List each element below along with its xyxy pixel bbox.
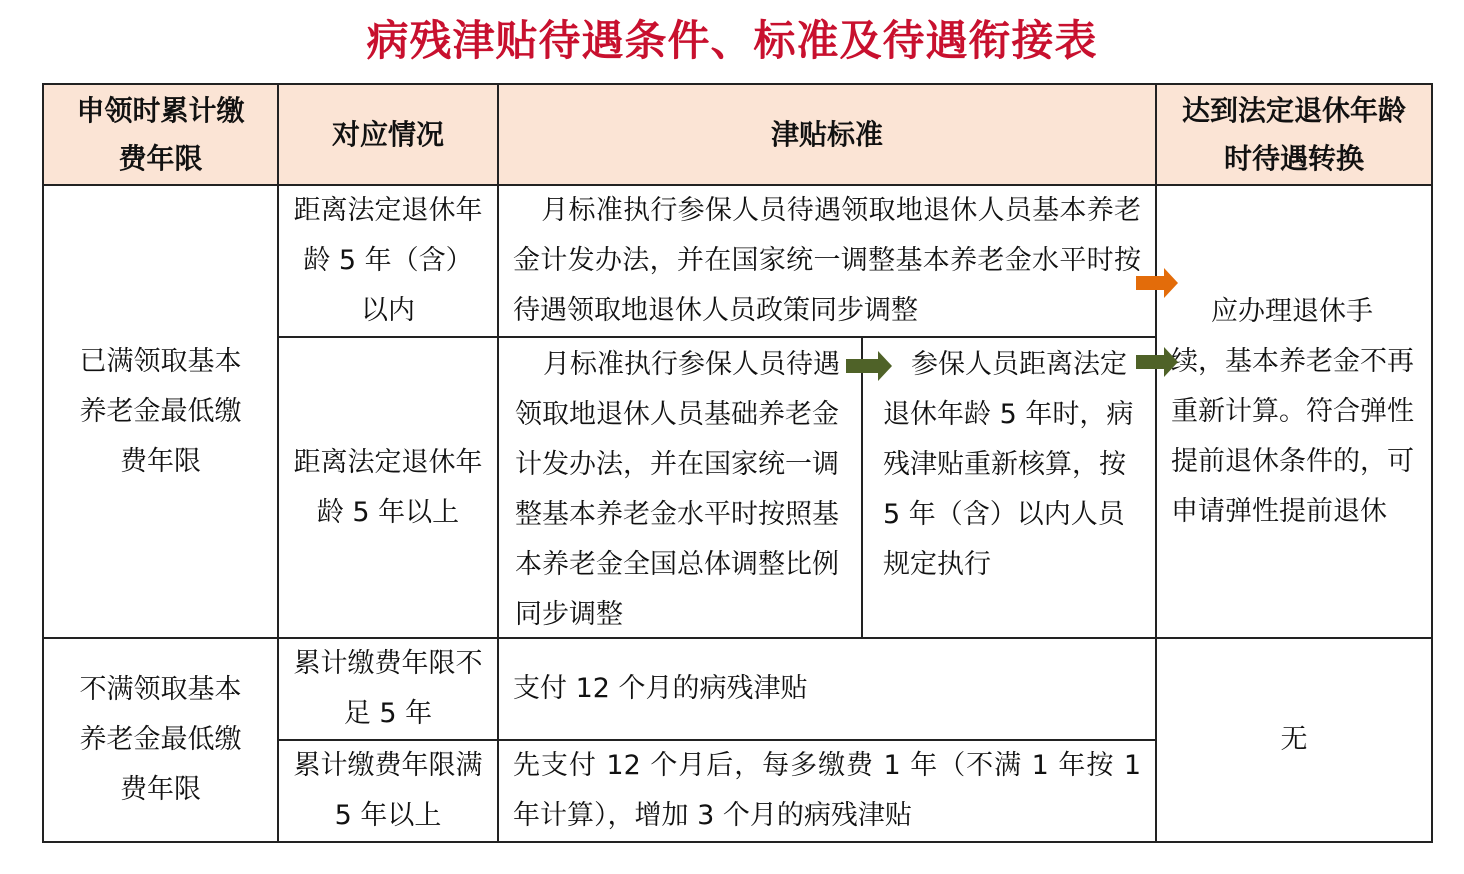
group2-label: 不满领取基本养老金最低缴费年限 xyxy=(43,638,278,842)
group1-row2-standard xyxy=(498,337,1156,638)
group1-row1-standard: 月标准执行参保人员待遇领取地退休人员基本养老金计发办法，并在国家统一调整基本养老金水平时按待遇领取地退休人员政策同步调整 xyxy=(498,185,1156,337)
group2-row1-standard: 支付 12 个月的病残津贴 xyxy=(498,638,1156,740)
standard-base-pension: 月标准执行参保人员待遇领取地退休人员基础养老金计发办法，并在国家统一调整基本养老金水平时按照基本养老金全国总体调整比例同步调整 xyxy=(499,338,863,637)
page-title: 病残津贴待遇条件、标准及待遇衔接表 xyxy=(366,16,1098,65)
header-situation: 对应情况 xyxy=(278,84,498,185)
group2-row1-situation: 累计缴费年限不足 5 年 xyxy=(278,638,498,740)
table-row xyxy=(43,185,1432,337)
group1-row2-situation: 距离法定退休年龄 5 年以上 xyxy=(278,337,498,638)
group1-label: 已满领取基本养老金最低缴费年限 xyxy=(43,185,278,638)
header-transition: 达到法定退休年龄时待遇转换 xyxy=(1156,84,1432,185)
header-contribution-years: 申领时累计缴费年限 xyxy=(43,84,278,185)
header-standard: 津贴标准 xyxy=(498,84,1156,185)
group2-row2-standard: 先支付 12 个月后，每多缴费 1 年（不满 1 年按 1 年计算），增加 3 个月的病残津贴 xyxy=(498,740,1156,842)
group1-transition: 应办理退休手续，基本养老金不再重新计算。符合弹性提前退休条件的，可申请弹性提前退休 xyxy=(1156,185,1432,638)
group2-row2-situation: 累计缴费年限满 5 年以上 xyxy=(278,740,498,842)
standard-recalculation: 参保人员距离法定退休年龄 5 年时，病残津贴重新核算，按 5 年（含）以内人员规定执行 xyxy=(883,349,1134,580)
header-row xyxy=(43,84,1432,185)
group1-row1-situation: 距离法定退休年龄 5 年（含）以内 xyxy=(278,185,498,337)
table-row xyxy=(43,638,1432,740)
group2-transition: 无 xyxy=(1156,638,1432,842)
benefit-table xyxy=(42,83,1433,843)
